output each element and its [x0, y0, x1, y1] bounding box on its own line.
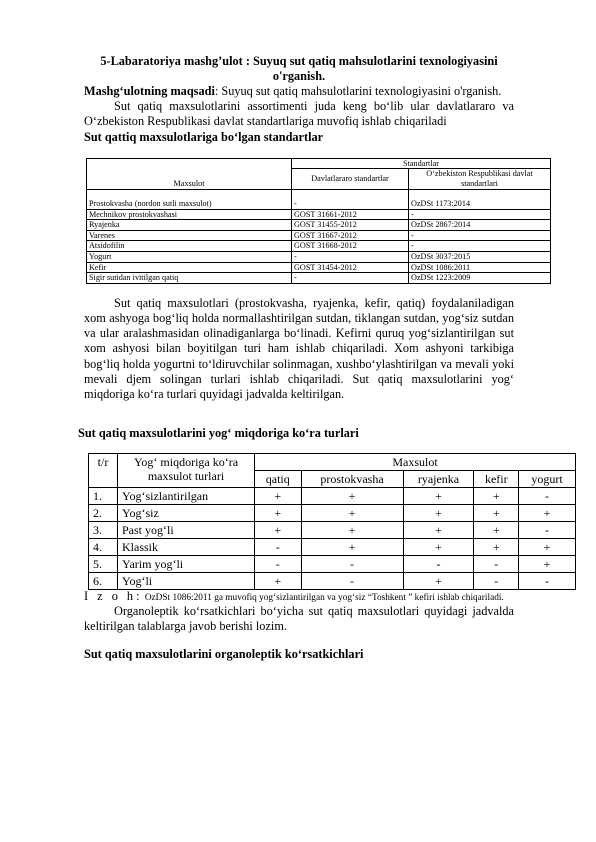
row-type-name: Yog‘li: [118, 573, 255, 590]
value-cell: +: [474, 539, 519, 556]
value-cell: +: [301, 539, 403, 556]
value-cell: +: [255, 488, 302, 505]
value-cell: +: [403, 539, 474, 556]
row-type-name: Past yog‘li: [118, 522, 255, 539]
header-index: t/r: [89, 454, 118, 488]
product-header-kefir: kefir: [474, 471, 519, 488]
product-cell: Mechnikov prostokvashasi: [87, 209, 292, 220]
value-cell: +: [403, 488, 474, 505]
value-cell: -: [474, 573, 519, 590]
fat-row: [89, 522, 576, 539]
row-index: 2.: [89, 505, 118, 522]
row-index: 4.: [89, 539, 118, 556]
value-cell: +: [474, 488, 519, 505]
row-type-name: Klassik: [118, 539, 255, 556]
interstate-cell: GOST 31455-2012: [292, 220, 409, 231]
uz-standard-cell: OzDSt 1223:2009: [409, 273, 551, 284]
standards-table: [86, 158, 551, 284]
uz-standard-cell: -: [409, 230, 551, 241]
goal-paragraph: [84, 84, 514, 99]
standards-row: [87, 273, 551, 284]
value-cell: +: [301, 505, 403, 522]
product-header-prostokvasha: prostokvasha: [301, 471, 403, 488]
value-cell: +: [403, 522, 474, 539]
fat-row: [89, 556, 576, 573]
product-header-ryajenka: ryajenka: [403, 471, 474, 488]
header-uz: O‘zbekiston Respublikasi davlat standartlari: [409, 169, 551, 189]
header-product: Maxsulot: [87, 158, 292, 189]
note-text: OzDSt 1086:2011 ga muvofiq yog‘sizlantirilgan va yog‘siz “Toshkent ” kefiri ishlab chiqariladi.: [144, 593, 504, 604]
fat-row: [89, 573, 576, 590]
row-type-name: Yog‘sizlantirilgan: [118, 488, 255, 505]
uz-standard-cell: OzDSt 2867:2014: [409, 220, 551, 231]
value-cell: +: [519, 505, 576, 522]
value-cell: +: [474, 522, 519, 539]
row-index: 3.: [89, 522, 118, 539]
standards-row: [87, 189, 551, 209]
interstate-cell: -: [292, 251, 409, 262]
interstate-cell: GOST 31667-2012: [292, 230, 409, 241]
value-cell: -: [301, 556, 403, 573]
fat-table-heading: Sut qatiq maxsulotlarini yog‘ miqdoriga ko‘ra turlari: [78, 426, 359, 441]
uz-standard-cell: OzDSt 1086:2011: [409, 262, 551, 273]
product-header-yogurt: yogurt: [519, 471, 576, 488]
types-paragraph: Sut qatiq maxsulotlari (prostokvasha, ryajenka, kefir, qatiq) foydalaniladigan xom ashyoga bog‘liq holda normallashtirilgan sutdan, tiklangan sutdan, yog‘siz sutdan va ular aralashmasidan olinadiganlarga bo‘linadi. Kefirni quruq yog‘sizlantirilgan sut xom ashyosi bilan boyitilgan turi ham ishlab chiqariladi. Xom ashyoni tarkibiga bog‘liq holda yogurtni to‘ldiruvchilar solinmagan, xushbo‘ylashtirilgan va mevali yoki mevali djem solingan turlari ishlab chiqariladi. Sut qatiq maxsulotlarini yog‘ miqdoriga ko‘ra turlari quyidagi jadvalda keltirilgan.: [84, 295, 514, 401]
row-type-name: Yog‘siz: [118, 505, 255, 522]
value-cell: +: [403, 505, 474, 522]
note: [84, 590, 514, 604]
note-label: I z o h:: [84, 589, 143, 604]
value-cell: +: [301, 488, 403, 505]
document-title: 5-Labaratoriya mashg’ulot : Suyuq sut qatiq mahsulotlarini texnologiyasini o'rganish.: [100, 54, 498, 83]
value-cell: +: [255, 505, 302, 522]
interstate-cell: GOST 31661-2012: [292, 209, 409, 220]
standards-row: [87, 262, 551, 273]
value-cell: -: [301, 573, 403, 590]
value-cell: -: [403, 556, 474, 573]
header-standards: Standartlar: [292, 158, 551, 169]
standards-row: [87, 209, 551, 220]
value-cell: +: [301, 522, 403, 539]
product-cell: Sigir sutidan ivitilgan qatiq: [87, 273, 292, 284]
organoleptic-heading: Sut qatiq maxsulotlarini organoleptik ko‘rsatkichlari: [84, 646, 364, 661]
interstate-cell: GOST 31668-2012: [292, 241, 409, 252]
value-cell: +: [255, 522, 302, 539]
uz-standard-cell: OzDSt 1173:2014: [409, 189, 551, 209]
fat-row: [89, 488, 576, 505]
standards-header-row: [87, 158, 551, 169]
value-cell: +: [255, 573, 302, 590]
standards-heading: Sut qattiq maxsulotlariga bo‘lgan standartlar: [84, 129, 324, 144]
fat-table: [88, 453, 576, 590]
goal-text: : Suyuq sut qatiq mahsulotlarini texnologiyasini o'rganish.: [214, 84, 502, 98]
value-cell: -: [255, 539, 302, 556]
fat-row: [89, 539, 576, 556]
fat-header-row: [89, 454, 576, 471]
value-cell: +: [474, 505, 519, 522]
value-cell: -: [519, 573, 576, 590]
value-cell: -: [255, 556, 302, 573]
interstate-cell: -: [292, 189, 409, 209]
interstate-cell: GOST 31454-2012: [292, 262, 409, 273]
document-page: [78, 48, 563, 662]
value-cell: +: [403, 573, 474, 590]
product-cell: Yogurt: [87, 251, 292, 262]
intro-paragraph: Sut qatiq maxsulotlarini assortimenti juda keng bo‘lib ular davlatlararo va O‘zbekiston Respublikasi davlat standartlariga muvofiq ishlab chiqariladi: [84, 99, 514, 129]
product-cell: Kefir: [87, 262, 292, 273]
standards-row: [87, 241, 551, 252]
product-cell: Prostokvasha (nordon sutli maxsulot): [87, 189, 292, 209]
value-cell: -: [474, 556, 519, 573]
value-cell: -: [519, 488, 576, 505]
header-type: Yog‘ miqdoriga ko‘ra maxsulot turlari: [118, 454, 255, 488]
row-type-name: Yarim yog‘li: [118, 556, 255, 573]
value-cell: +: [519, 539, 576, 556]
standards-row: [87, 251, 551, 262]
product-cell: Varenes: [87, 230, 292, 241]
header-interstate: Davlatlararo standartlar: [292, 169, 409, 189]
uz-standard-cell: -: [409, 209, 551, 220]
value-cell: +: [519, 556, 576, 573]
value-cell: -: [519, 522, 576, 539]
product-header-qatiq: qatiq: [255, 471, 302, 488]
standards-row: [87, 220, 551, 231]
interstate-cell: -: [292, 273, 409, 284]
uz-standard-cell: -: [409, 241, 551, 252]
uz-standard-cell: OzDSt 3037:2015: [409, 251, 551, 262]
row-index: 1.: [89, 488, 118, 505]
header-product: Maxsulot: [255, 454, 576, 471]
product-cell: Atsidofilin: [87, 241, 292, 252]
fat-row: [89, 505, 576, 522]
row-index: 6.: [89, 573, 118, 590]
product-cell: Ryajenka: [87, 220, 292, 231]
organoleptic-paragraph: Organoleptik ko‘rsatkichlari bo‘yicha sut qatiq maxsulotlari quyidagi jadvalda keltirilgan talablarga javob berishi lozim.: [84, 604, 514, 634]
standards-row: [87, 230, 551, 241]
goal-label: Mashg‘ulotning maqsadi: [84, 84, 215, 98]
row-index: 5.: [89, 556, 118, 573]
